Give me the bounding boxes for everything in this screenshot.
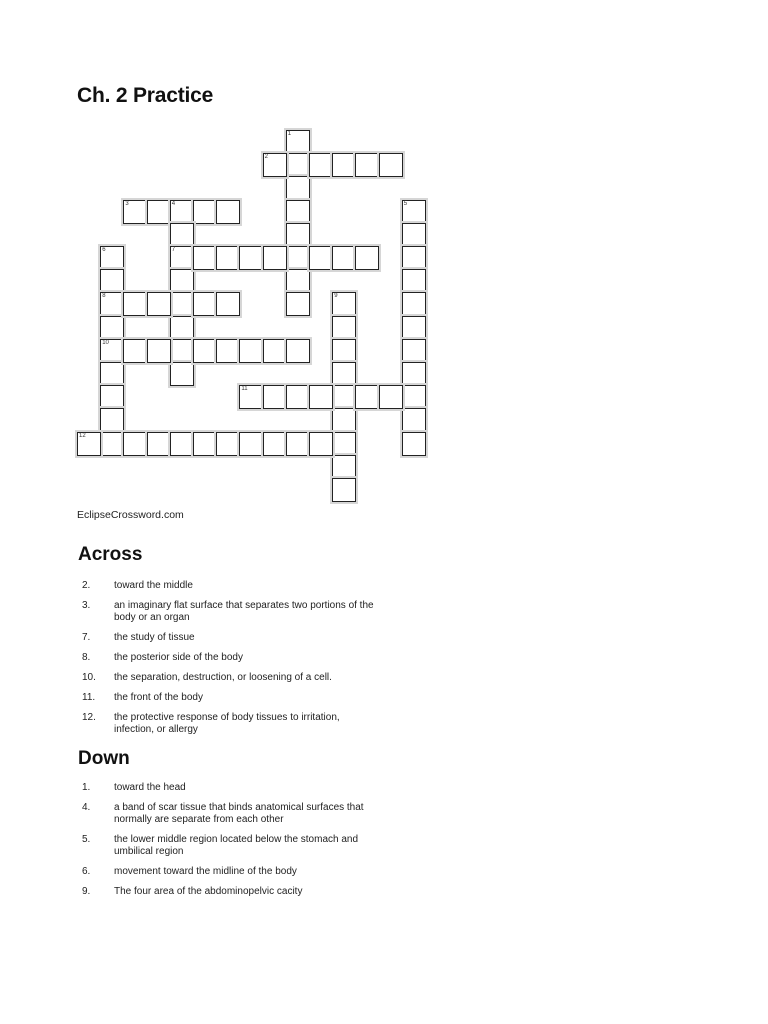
crossword-cell[interactable] bbox=[170, 292, 194, 316]
cell-number: 8 bbox=[102, 293, 106, 300]
down-clue bbox=[82, 886, 402, 898]
crossword-cell[interactable] bbox=[355, 385, 379, 409]
crossword-cell[interactable] bbox=[239, 432, 263, 456]
across-clue bbox=[82, 600, 402, 624]
crossword-cell[interactable] bbox=[263, 339, 287, 363]
crossword-cell[interactable] bbox=[309, 432, 333, 456]
clue-text: toward the middle bbox=[114, 580, 193, 591]
crossword-cell[interactable] bbox=[170, 200, 194, 224]
down-clue bbox=[82, 782, 402, 794]
crossword-cell[interactable] bbox=[332, 478, 356, 502]
crossword-cell[interactable] bbox=[193, 200, 217, 224]
crossword-cell[interactable] bbox=[402, 408, 426, 432]
crossword-cell[interactable] bbox=[216, 292, 240, 316]
crossword-cell[interactable] bbox=[170, 223, 194, 247]
crossword-cell[interactable] bbox=[355, 153, 379, 177]
across-clue-list bbox=[82, 580, 402, 744]
across-clue bbox=[82, 580, 402, 592]
crossword-cell[interactable] bbox=[309, 385, 333, 409]
crossword-cell[interactable] bbox=[332, 246, 356, 270]
clue-number: 1. bbox=[82, 782, 91, 793]
clue-text: the lower middle region located below the stomach and umbilical region bbox=[114, 834, 359, 857]
clue-number: 7. bbox=[82, 632, 91, 643]
across-clue bbox=[82, 672, 402, 684]
crossword-cell[interactable] bbox=[100, 292, 124, 316]
crossword-cell[interactable] bbox=[263, 432, 287, 456]
crossword-cell[interactable] bbox=[332, 408, 356, 432]
crossword-cell[interactable] bbox=[170, 362, 194, 386]
crossword-cell[interactable] bbox=[77, 432, 101, 456]
clue-text: movement toward the midline of the body bbox=[114, 866, 297, 877]
crossword-cell[interactable] bbox=[216, 432, 240, 456]
crossword-cell[interactable] bbox=[286, 432, 310, 456]
crossword-cell[interactable] bbox=[263, 153, 287, 177]
cell-number: 10 bbox=[102, 339, 109, 346]
crossword-cell[interactable] bbox=[286, 339, 310, 363]
clue-number: 9. bbox=[82, 886, 91, 897]
crossword-cell[interactable] bbox=[379, 385, 403, 409]
crossword-cell[interactable] bbox=[286, 130, 310, 154]
crossword-cell[interactable] bbox=[170, 316, 194, 340]
across-clue bbox=[82, 712, 402, 736]
cell-number: 7 bbox=[171, 247, 176, 253]
crossword-cell[interactable] bbox=[216, 200, 240, 224]
crossword-cell[interactable] bbox=[100, 385, 124, 409]
crossword-cell[interactable] bbox=[286, 269, 310, 293]
cell-number: 12 bbox=[79, 432, 86, 439]
crossword-cell[interactable] bbox=[147, 339, 171, 363]
crossword-cell[interactable] bbox=[402, 292, 426, 316]
crossword-cell[interactable] bbox=[402, 269, 426, 293]
crossword-cell[interactable] bbox=[286, 176, 310, 200]
crossword-cell[interactable] bbox=[286, 223, 310, 247]
clue-number: 3. bbox=[82, 600, 91, 611]
crossword-cell[interactable] bbox=[216, 339, 240, 363]
cell-number: 5 bbox=[403, 200, 408, 207]
crossword-cell[interactable] bbox=[239, 385, 263, 409]
crossword-cell[interactable] bbox=[170, 246, 194, 270]
clue-number: 10. bbox=[82, 672, 96, 683]
clue-text: the posterior side of the body bbox=[114, 652, 243, 663]
crossword-cell[interactable] bbox=[100, 362, 124, 386]
crossword-cell[interactable] bbox=[263, 246, 287, 270]
crossword-cell[interactable] bbox=[100, 432, 124, 456]
clue-number: 6. bbox=[82, 866, 91, 877]
crossword-cell[interactable] bbox=[332, 339, 356, 363]
cell-number: 3 bbox=[125, 200, 129, 207]
crossword-cell[interactable] bbox=[286, 385, 310, 409]
crossword-cell[interactable] bbox=[332, 292, 356, 316]
across-heading: Across bbox=[78, 544, 143, 565]
clue-number: 12. bbox=[82, 712, 96, 723]
crossword-cell[interactable] bbox=[402, 200, 426, 224]
crossword-cell[interactable] bbox=[332, 316, 356, 340]
crossword-cell[interactable] bbox=[239, 246, 263, 270]
crossword-cell[interactable] bbox=[193, 246, 217, 270]
clue-text: a band of scar tissue that binds anatomical surfaces that normally are separate from each other bbox=[114, 802, 364, 825]
page-title: Ch. 2 Practice bbox=[77, 84, 214, 107]
cell-number: 1 bbox=[287, 131, 292, 137]
crossword-cell[interactable] bbox=[263, 385, 287, 409]
crossword-cell[interactable] bbox=[402, 339, 426, 363]
down-clue bbox=[82, 866, 402, 878]
crossword-cell[interactable] bbox=[170, 269, 194, 293]
crossword-cell[interactable] bbox=[123, 200, 147, 224]
down-clue bbox=[82, 802, 402, 826]
crossword-cell[interactable] bbox=[286, 153, 310, 177]
clue-text: toward the head bbox=[114, 782, 186, 793]
cell-number: 2 bbox=[264, 154, 268, 161]
crossword-cell[interactable] bbox=[100, 316, 124, 340]
clue-number: 4. bbox=[82, 802, 91, 813]
clue-number: 5. bbox=[82, 834, 91, 845]
cell-number: 9 bbox=[334, 293, 338, 300]
down-clue bbox=[82, 834, 402, 858]
down-heading: Down bbox=[78, 748, 130, 769]
across-clue bbox=[82, 692, 402, 704]
crossword-cell[interactable] bbox=[402, 432, 426, 456]
crossword-cell[interactable] bbox=[193, 432, 217, 456]
crossword-cell[interactable] bbox=[286, 246, 310, 270]
across-clue bbox=[82, 632, 402, 644]
crossword-cell[interactable] bbox=[100, 246, 124, 270]
crossword-cell[interactable] bbox=[100, 269, 124, 293]
crossword-cell[interactable] bbox=[286, 292, 310, 316]
crossword-cell[interactable] bbox=[170, 339, 194, 363]
crossword-cell[interactable] bbox=[332, 362, 356, 386]
crossword-cell[interactable] bbox=[402, 385, 426, 409]
cell-number: 4 bbox=[171, 200, 176, 207]
cell-number: 11 bbox=[241, 386, 248, 393]
crossword-cell[interactable] bbox=[216, 246, 240, 270]
crossword-cell[interactable] bbox=[309, 246, 333, 270]
crossword-cell[interactable] bbox=[147, 432, 171, 456]
source-credit: EclipseCrossword.com bbox=[77, 509, 184, 521]
down-clue-list bbox=[82, 782, 402, 906]
clue-number: 8. bbox=[82, 652, 91, 663]
clue-text: the separation, destruction, or loosening of a cell. bbox=[114, 672, 332, 683]
crossword-cell[interactable] bbox=[379, 153, 403, 177]
crossword-cell[interactable] bbox=[332, 385, 356, 409]
crossword-cell[interactable] bbox=[100, 339, 124, 363]
crossword-cell[interactable] bbox=[123, 432, 147, 456]
crossword-cell[interactable] bbox=[286, 200, 310, 224]
crossword-cell[interactable] bbox=[193, 292, 217, 316]
crossword-cell[interactable] bbox=[100, 408, 124, 432]
crossword-cell[interactable] bbox=[402, 362, 426, 386]
across-clue bbox=[82, 652, 402, 664]
crossword-cell[interactable] bbox=[332, 432, 356, 456]
crossword-cell[interactable] bbox=[123, 292, 147, 316]
clue-text: the study of tissue bbox=[114, 632, 195, 643]
crossword-cell[interactable] bbox=[402, 316, 426, 340]
crossword-cell[interactable] bbox=[147, 292, 171, 316]
clue-text: an imaginary flat surface that separates two portions of the body or an organ bbox=[114, 600, 374, 623]
crossword-cell[interactable] bbox=[309, 153, 333, 177]
crossword-cell[interactable] bbox=[239, 339, 263, 363]
crossword-cell[interactable] bbox=[123, 339, 147, 363]
clue-number: 11. bbox=[82, 692, 96, 703]
crossword-cell[interactable] bbox=[402, 246, 426, 270]
crossword-cell[interactable] bbox=[193, 339, 217, 363]
clue-number: 2. bbox=[82, 580, 91, 591]
crossword-cell[interactable] bbox=[332, 153, 356, 177]
crossword-cell[interactable] bbox=[355, 246, 379, 270]
clue-text: the protective response of body tissues to irritation, infection, or allergy bbox=[114, 712, 340, 735]
crossword-cell[interactable] bbox=[402, 223, 426, 247]
crossword-cell[interactable] bbox=[170, 432, 194, 456]
crossword-cell[interactable] bbox=[147, 200, 171, 224]
cell-number: 6 bbox=[102, 247, 106, 253]
crossword-cell[interactable] bbox=[332, 455, 356, 479]
clue-text: the front of the body bbox=[114, 692, 203, 703]
clue-text: The four area of the abdominopelvic cacity bbox=[114, 886, 303, 897]
